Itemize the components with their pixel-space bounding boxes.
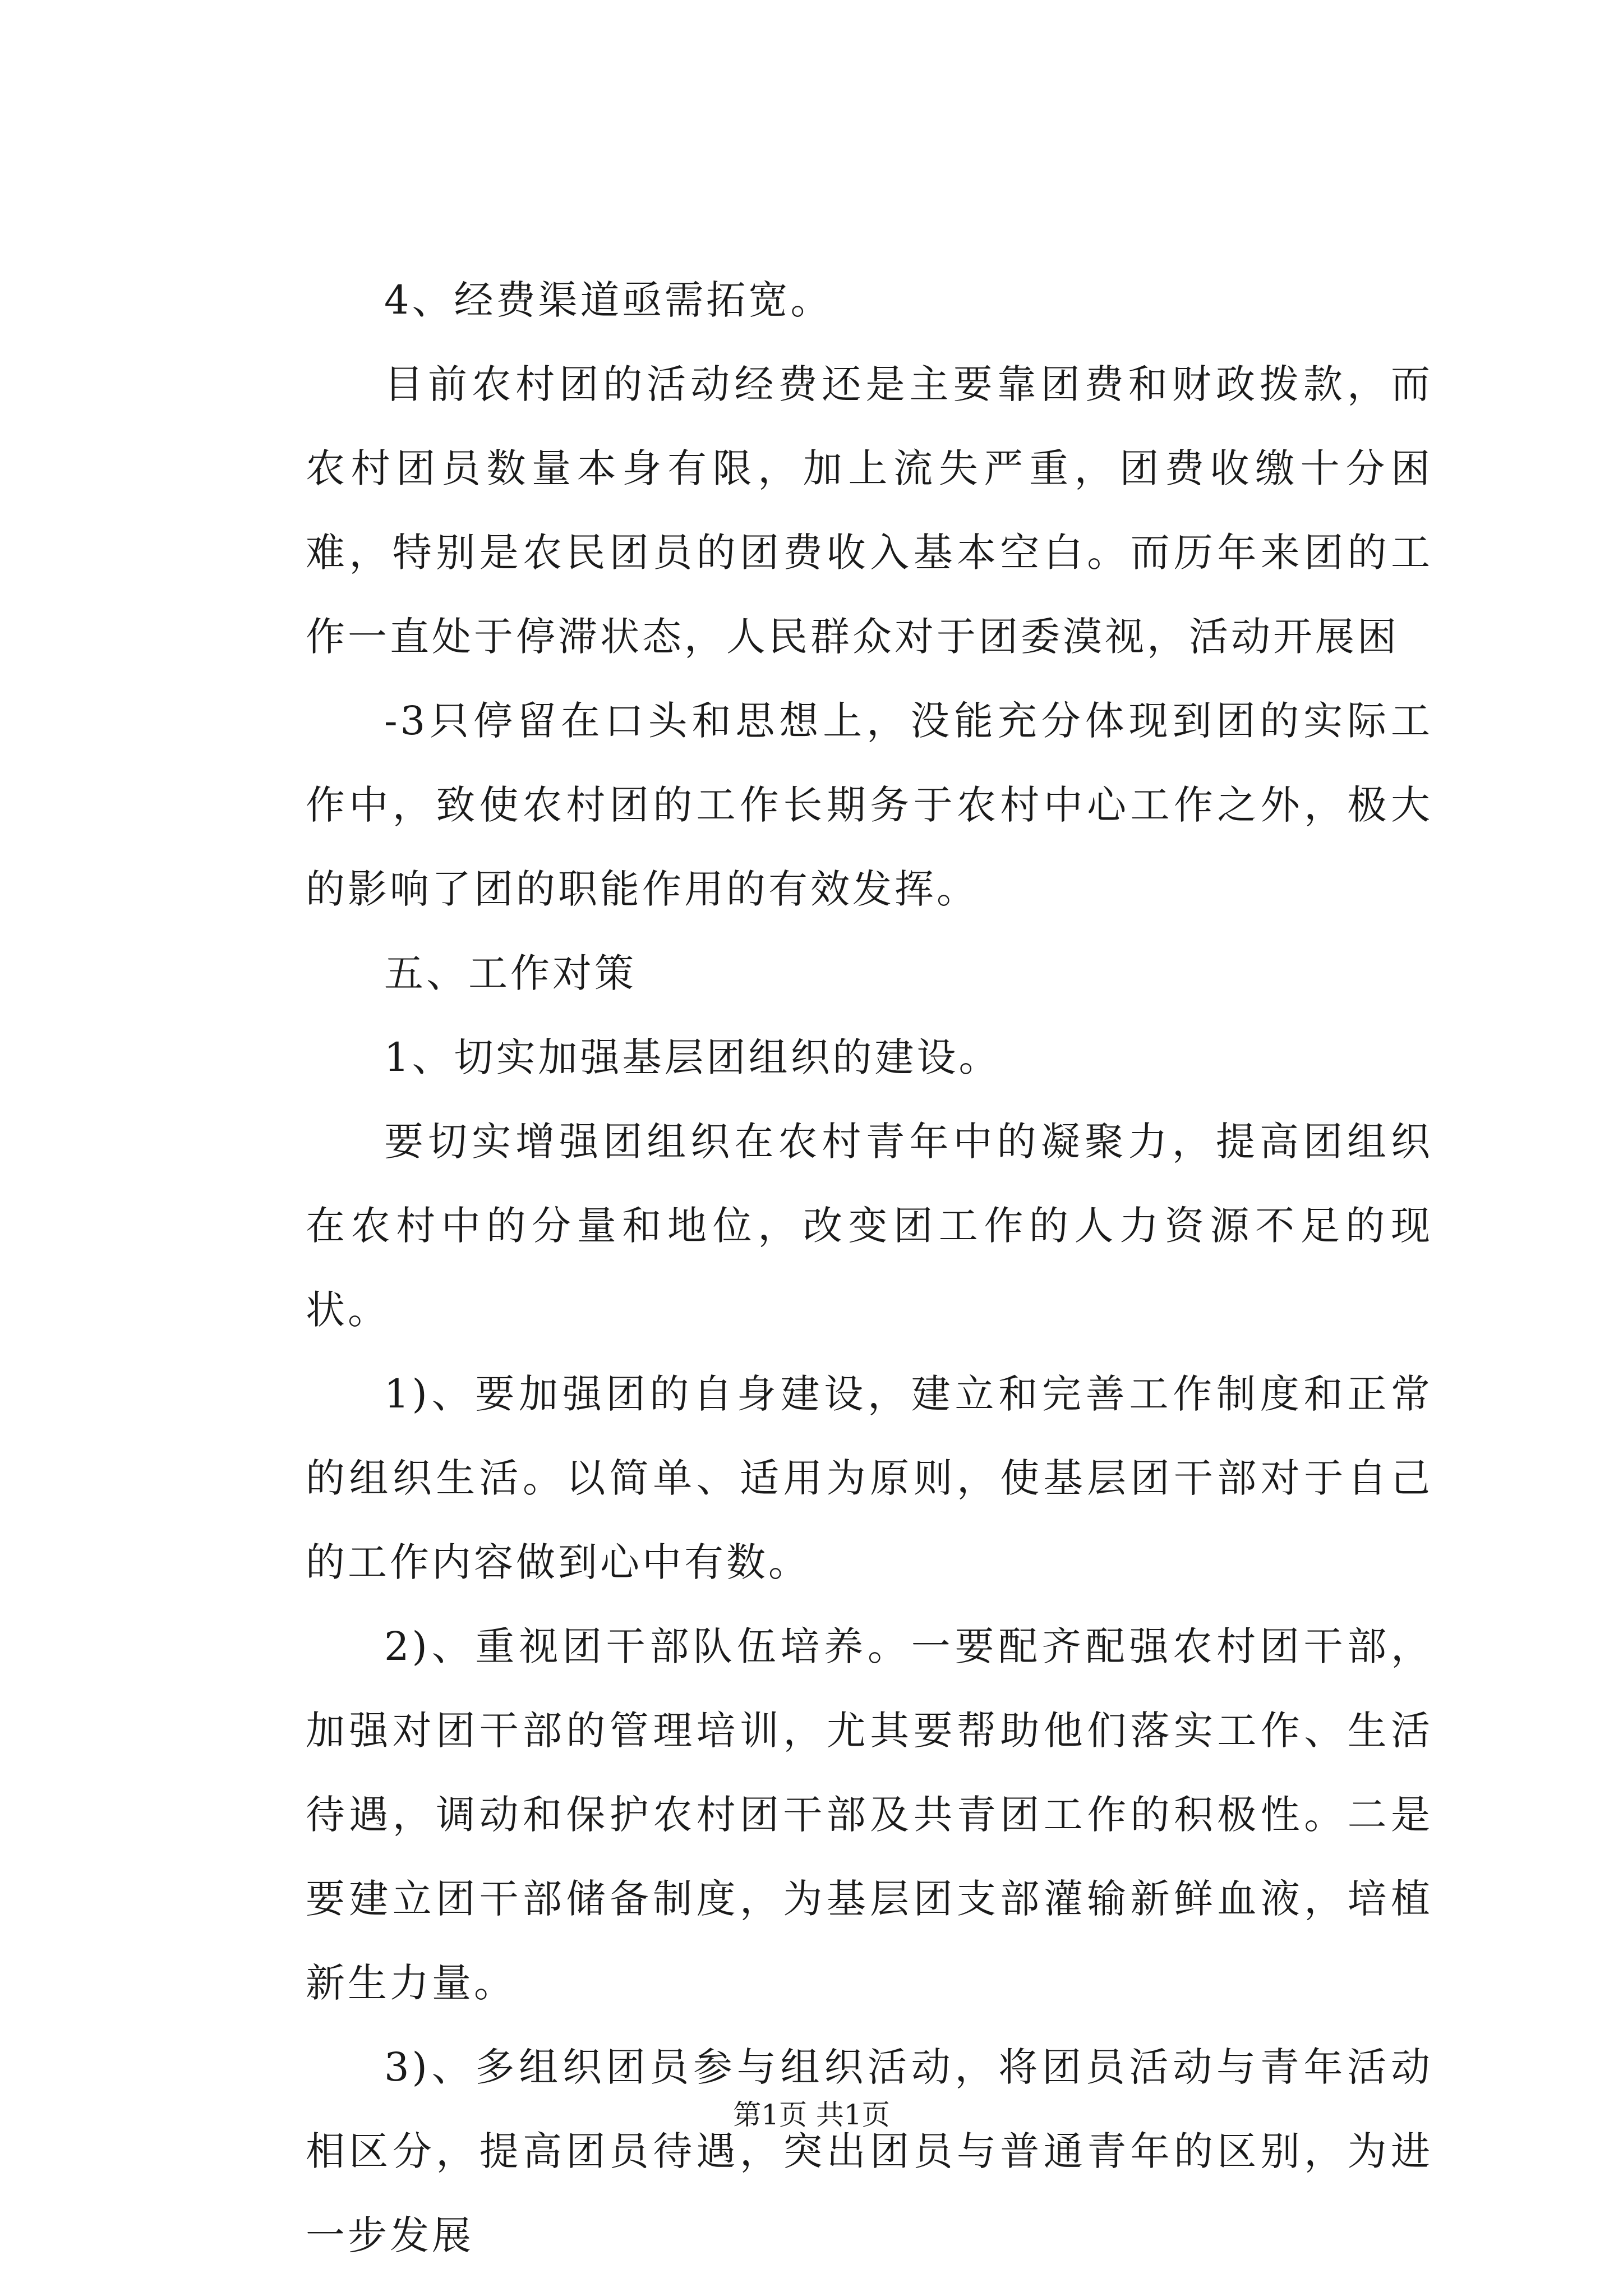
paragraph-7: 1)、要加强团的自身建设，建立和完善工作制度和正常的组织生活。以简单、适用为原则，使基层团干部对于自己的工作内容做到心中有数。 [306,1371,1433,1585]
paragraph-9: 3)、多组织团员参与组织活动，将团员活动与青年活动相区分，提高团员待遇，突出团员与普通青年的区别，为进一步发展 [306,2044,1433,2258]
paragraph-1: 4、经费渠道亟需拓宽。 [384,277,833,323]
page-footer: 第1页 共1页 [733,2099,890,2131]
paragraph-5: 1、切实加强基层团组织的建设。 [384,1034,1001,1080]
paragraph-2: 目前农村团的活动经费还是主要靠团费和财政拨款，而农村团员数量本身有限，加上流失严重，团费收缴十分困难，特别是农民团员的团费收入基本空白。而历年来团的工作一直处于停滞状态，人民群众对于团委漠视，活动开展困 [306,361,1433,660]
paragraph-3: -3只停留在口头和思想上，没能充分体现到团的实际工作中，致使农村团的工作长期务于农村中心工作之外，极大的影响了团的职能作用的有效发挥。 [306,698,1433,912]
paragraph-8: 2)、重视团干部队伍培养。一要配齐配强农村团干部，加强对团干部的管理培训，尤其要帮助他们落实工作、生活待遇，调动和保护农村团干部及共青团工作的积极性。二是要建立团干部储备制度，为基层团支部灌输新鲜血液，培植新生力量。 [306,1623,1433,2006]
document-body [306,258,1433,2277]
paragraph-6: 要切实增强团组织在农村青年中的凝聚力，提高团组织在农村中的分量和地位，改变团工作的人力资源不足的现状。 [306,1119,1433,1333]
section-heading: 五、工作对策 [384,950,637,996]
